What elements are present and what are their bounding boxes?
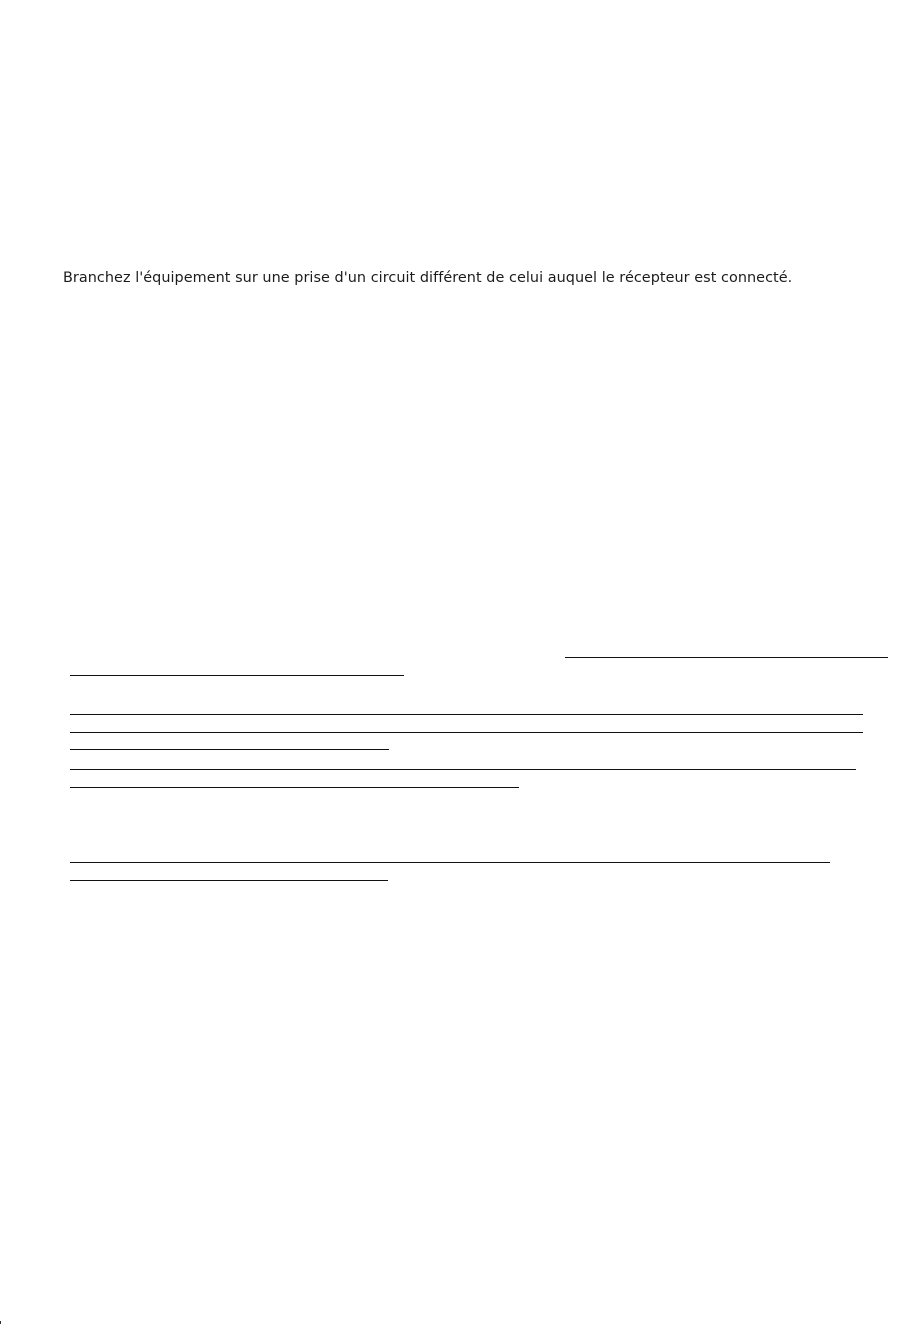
underline-rule [70, 749, 389, 750]
underline-rule [70, 880, 388, 881]
underline-rule [565, 657, 888, 658]
underline-rule [70, 862, 830, 863]
underline-rule [70, 675, 404, 676]
underline-rule [70, 769, 856, 770]
underline-rule [70, 732, 863, 733]
instruction-text: Branchez l'équipement sur une prise d'un circuit différent de celui auquel le récepteur est connecté. [63, 270, 793, 286]
underline-rule [70, 714, 863, 715]
underline-rule [70, 787, 519, 788]
